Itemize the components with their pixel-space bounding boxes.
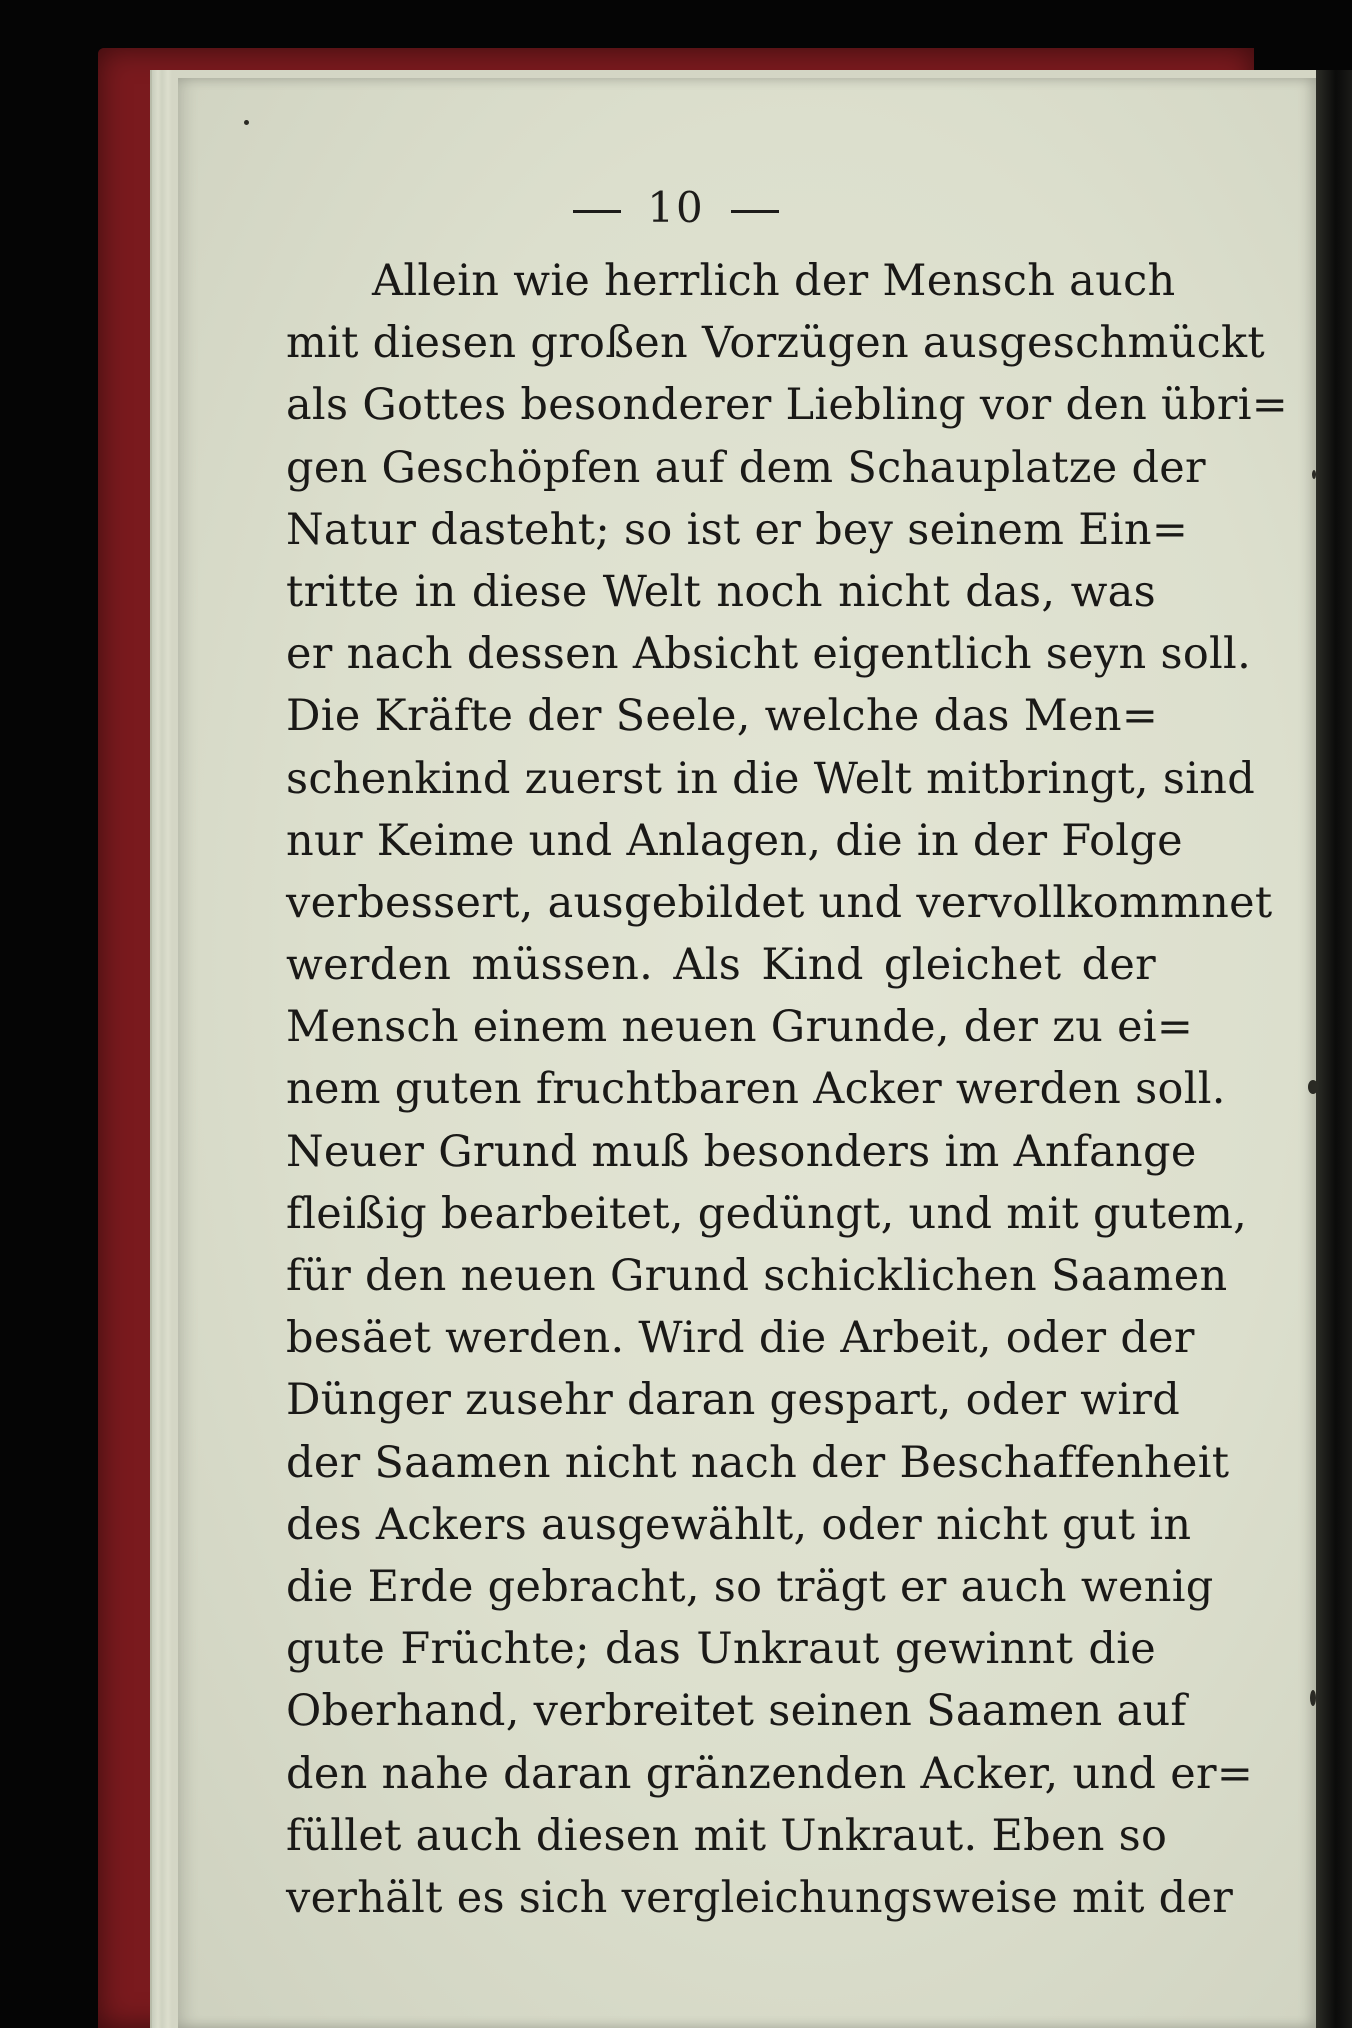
text-line: Mensch einem neuen Grunde, der zu ei= xyxy=(286,1002,1194,1053)
text-line: der Saamen nicht nach der Beschaffenheit xyxy=(286,1437,1230,1488)
paper-speck xyxy=(1310,1690,1316,1706)
page-header xyxy=(0,183,1352,232)
text-line: schenkind zuerst in die Welt mitbringt, sind xyxy=(286,753,1256,804)
header-dash-right xyxy=(731,210,779,213)
text-line: Natur dasteht; so ist er bey seinem Ein= xyxy=(286,504,1189,555)
text-line: füllet auch diesen mit Unkraut. Eben so xyxy=(286,1810,1168,1861)
page-number: 10 xyxy=(647,183,705,232)
paper-speck xyxy=(1308,1080,1318,1094)
paper-speck xyxy=(1312,470,1316,479)
text-line: nem guten fruchtbaren Acker werden soll. xyxy=(286,1064,1226,1115)
paper-speck xyxy=(244,120,249,125)
text-line: Dünger zusehr daran gespart, oder wird xyxy=(286,1375,1181,1426)
text-line: mit diesen großen Vorzügen ausgeschmückt xyxy=(286,318,1265,369)
text-line: für den neuen Grund schicklichen Saamen xyxy=(286,1251,1228,1301)
body-text xyxy=(286,250,1289,1929)
text-line: die Erde gebracht, so trägt er auch wenig xyxy=(286,1561,1214,1612)
text-line: als Gottes besonderer Liebling vor den übri= xyxy=(286,380,1289,431)
text-line: Neuer Grund muß besonders im Anfange xyxy=(286,1126,1197,1177)
text-line: fleißig bearbeitet, gedüngt, und mit gutem, xyxy=(286,1188,1248,1239)
text-line: den nahe daran gränzenden Acker, und er= xyxy=(286,1748,1254,1799)
text-line: tritte in diese Welt noch nicht das, was xyxy=(286,566,1156,617)
text-line: besäet werden. Wird die Arbeit, oder der xyxy=(286,1313,1195,1364)
text-line: er nach dessen Absicht eigentlich seyn soll. xyxy=(286,629,1252,680)
text-line: gute Früchte; das Unkraut gewinnt die xyxy=(286,1624,1156,1675)
text-line: Die Kräfte der Seele, welche das Men= xyxy=(286,691,1159,742)
text-line: gen Geschöpfen auf dem Schauplatze der xyxy=(286,442,1206,493)
text-line: werden müssen. Als Kind gleichet der xyxy=(286,940,1156,991)
text-line: nur Keime und Anlagen, die in der Folge xyxy=(286,815,1183,866)
header-dash-left xyxy=(573,210,621,213)
text-line: des Ackers ausgewählt, oder nicht gut in xyxy=(286,1499,1192,1550)
text-line: verhält es sich vergleichungsweise mit der xyxy=(286,1872,1234,1923)
text-line: Allein wie herrlich der Mensch auch xyxy=(372,256,1176,306)
book-gutter xyxy=(1316,70,1352,2028)
text-line: Oberhand, verbreitet seinen Saamen auf xyxy=(286,1686,1187,1737)
text-line: verbessert, ausgebildet und vervollkommnet xyxy=(286,877,1273,928)
